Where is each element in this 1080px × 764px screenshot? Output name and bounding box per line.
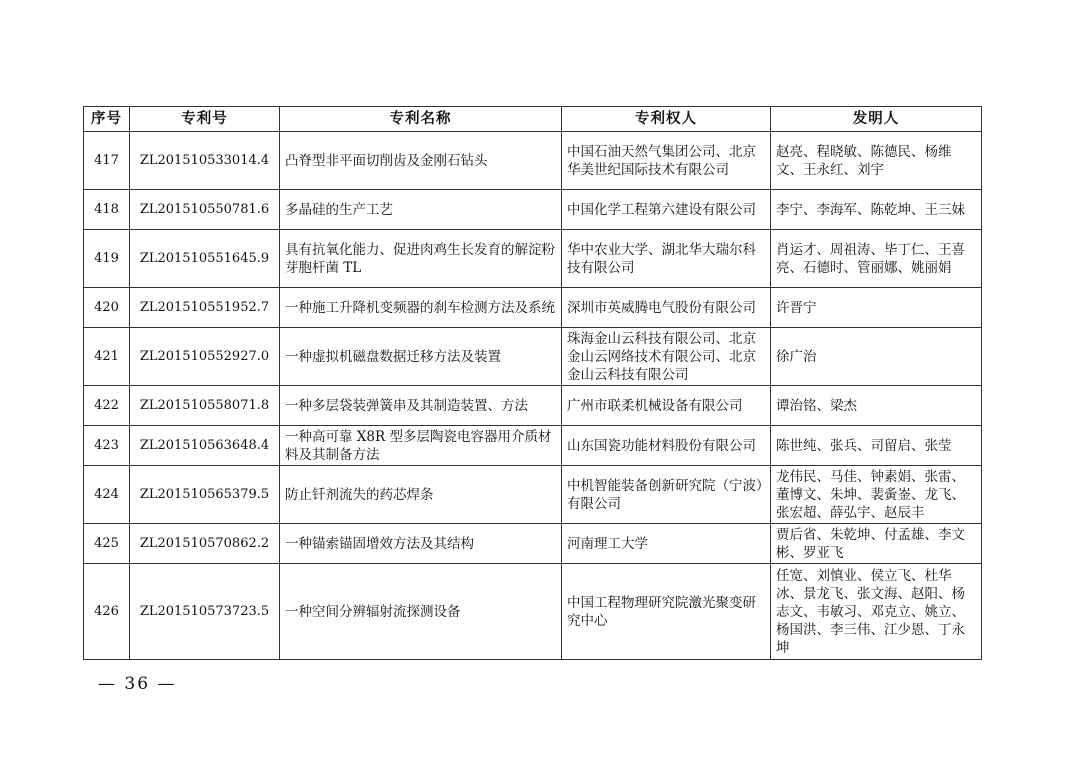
cell-seq: 419: [84, 230, 130, 288]
cell-patent-name: 具有抗氧化能力、促进肉鸡生长发育的解淀粉芽胞杆菌 TL: [280, 230, 562, 288]
table-row: [84, 288, 982, 328]
cell-inventors: 肖运才、周祖涛、毕丁仁、王喜亮、石德时、管丽娜、姚丽娟: [771, 230, 982, 288]
cell-patent-no: ZL201510551952.7: [130, 288, 280, 328]
cell-seq: 424: [84, 466, 130, 524]
cell-patent-owner: 深圳市英威腾电气股份有限公司: [562, 288, 771, 328]
cell-patent-owner: 广州市联柔机械设备有限公司: [562, 386, 771, 426]
table-row: [84, 466, 982, 524]
table-row: [84, 190, 982, 230]
cell-seq: 422: [84, 386, 130, 426]
cell-patent-name: 一种高可靠 X8R 型多层陶瓷电容器用介质材料及其制备方法: [280, 426, 562, 466]
cell-seq: 423: [84, 426, 130, 466]
cell-patent-owner: 珠海金山云科技有限公司、北京金山云网络技术有限公司、北京金山云科技有限公司: [562, 328, 771, 386]
cell-patent-owner: 中国工程物理研究院激光聚变研究中心: [562, 564, 771, 660]
cell-seq: 421: [84, 328, 130, 386]
cell-patent-name: 一种锚索锚固增效方法及其结构: [280, 524, 562, 564]
cell-patent-owner: 中机智能装备创新研究院（宁波）有限公司: [562, 466, 771, 524]
table-row: [84, 386, 982, 426]
cell-seq: 417: [84, 132, 130, 190]
cell-inventors: 贾后省、朱乾坤、付孟雄、李文彬、罗亚飞: [771, 524, 982, 564]
table-body: [84, 132, 982, 660]
cell-patent-no: ZL201510552927.0: [130, 328, 280, 386]
cell-inventors: 任宽、刘慎业、侯立飞、杜华冰、景龙飞、张文海、赵阳、杨志文、韦敏习、邓克立、姚立、杨国洪、李三伟、江少恩、丁永坤: [771, 564, 982, 660]
cell-patent-no: ZL201510550781.6: [130, 190, 280, 230]
cell-inventors: 赵亮、程晓敏、陈德民、杨维文、王永红、刘宇: [771, 132, 982, 190]
cell-seq: 426: [84, 564, 130, 660]
table-row: [84, 230, 982, 288]
header-inventors: 发明人: [771, 107, 982, 132]
patent-table: [83, 106, 982, 660]
table-header: [84, 107, 982, 132]
cell-inventors: 龙伟民、马佳、钟素娟、张雷、董博文、朱坤、裴夤崟、龙飞、张宏超、薛弘宇、赵辰丰: [771, 466, 982, 524]
cell-seq: 420: [84, 288, 130, 328]
cell-patent-owner: 河南理工大学: [562, 524, 771, 564]
cell-patent-name: 一种虚拟机磁盘数据迁移方法及装置: [280, 328, 562, 386]
cell-seq: 425: [84, 524, 130, 564]
cell-patent-name: 多晶硅的生产工艺: [280, 190, 562, 230]
table-row: [84, 426, 982, 466]
cell-patent-owner: 中国化学工程第六建设有限公司: [562, 190, 771, 230]
header-row: [84, 107, 982, 132]
cell-patent-no: ZL201510533014.4: [130, 132, 280, 190]
cell-patent-name: 防止钎剂流失的药芯焊条: [280, 466, 562, 524]
cell-patent-name: 一种施工升降机变频器的刹车检测方法及系统: [280, 288, 562, 328]
header-patent-name: 专利名称: [280, 107, 562, 132]
table-row: [84, 564, 982, 660]
cell-patent-owner: 山东国瓷功能材料股份有限公司: [562, 426, 771, 466]
cell-seq: 418: [84, 190, 130, 230]
cell-patent-no: ZL201510570862.2: [130, 524, 280, 564]
cell-patent-name: 一种多层袋装弹簧串及其制造装置、方法: [280, 386, 562, 426]
cell-patent-owner: 华中农业大学、湖北华大瑞尔科技有限公司: [562, 230, 771, 288]
cell-patent-no: ZL201510563648.4: [130, 426, 280, 466]
cell-patent-name: 一种空间分辨辐射流探测设备: [280, 564, 562, 660]
cell-patent-name: 凸脊型非平面切削齿及金刚石钻头: [280, 132, 562, 190]
cell-patent-no: ZL201510573723.5: [130, 564, 280, 660]
cell-inventors: 谭治铭、梁杰: [771, 386, 982, 426]
cell-patent-owner: 中国石油天然气集团公司、北京华美世纪国际技术有限公司: [562, 132, 771, 190]
table-row: [84, 132, 982, 190]
cell-inventors: 许晋宁: [771, 288, 982, 328]
cell-patent-no: ZL201510565379.5: [130, 466, 280, 524]
cell-inventors: 陈世纯、张兵、司留启、张莹: [771, 426, 982, 466]
cell-patent-no: ZL201510558071.8: [130, 386, 280, 426]
header-patent-no: 专利号: [130, 107, 280, 132]
table-row: [84, 524, 982, 564]
header-patent-owner: 专利权人: [562, 107, 771, 132]
table-row: [84, 328, 982, 386]
header-seq: 序号: [84, 107, 130, 132]
cell-inventors: 李宁、李海军、陈乾坤、王三妹: [771, 190, 982, 230]
cell-patent-no: ZL201510551645.9: [130, 230, 280, 288]
page-number: — 36 —: [98, 674, 177, 694]
cell-inventors: 徐广治: [771, 328, 982, 386]
